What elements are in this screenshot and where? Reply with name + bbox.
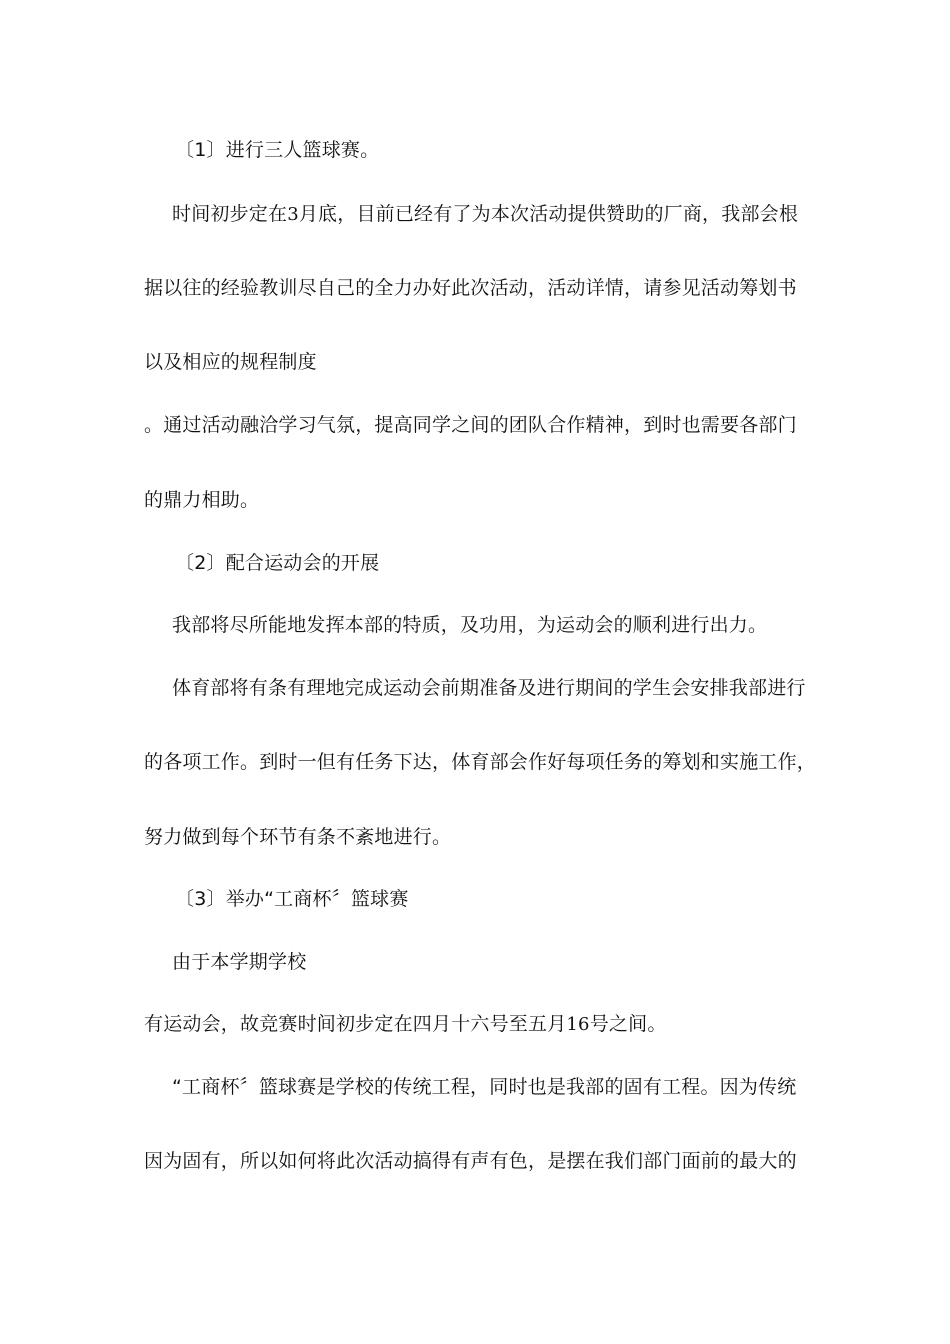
text-segment: 努力做到每个环节有条不紊地进行。 bbox=[144, 826, 452, 848]
paragraph-line bbox=[0, 1148, 950, 1174]
paragraph-line bbox=[0, 1074, 950, 1100]
heading-item-3 bbox=[0, 886, 950, 912]
text-segment: 由于本学期学校 bbox=[172, 951, 307, 973]
heading-text: 〔2〕配合运动会的开展 bbox=[175, 552, 380, 574]
paragraph-line bbox=[0, 1011, 950, 1038]
text-segment: “工商杯〞篮球赛是学校的传统工程，同时也是我部的固有工程。因为传统 bbox=[172, 1076, 797, 1098]
heading-text: 〔3〕举办“工商杯〞篮球赛 bbox=[175, 888, 409, 910]
paragraph-line bbox=[0, 201, 950, 228]
heading-item-2 bbox=[0, 550, 950, 576]
paragraph-line bbox=[0, 275, 950, 301]
text-segment: 号之间。 bbox=[589, 1013, 667, 1035]
paragraph-line bbox=[0, 487, 950, 513]
text-segment: 的各项工作。到时一但有任务下达，体育部会作好每项任务的筹划和实施工作， bbox=[144, 751, 817, 773]
text-segment: 月底，目前已经有了为本次活动提供赞助的厂商，我部会根 bbox=[298, 203, 799, 225]
number-text: 3 bbox=[287, 204, 299, 225]
text-segment: 的鼎力相助。 bbox=[144, 489, 260, 511]
paragraph-line bbox=[0, 412, 950, 438]
text-segment: 以及相应的规程制度 bbox=[144, 351, 317, 373]
paragraph-line bbox=[0, 612, 950, 638]
text-segment: 体育部将有条有理地完成运动会前期准备及进行期间的学生会安排我部进行 bbox=[172, 677, 806, 699]
paragraph-line bbox=[0, 675, 950, 701]
paragraph-line bbox=[0, 949, 950, 975]
text-segment: 。通过活动融洽学习气氛，提高同学之间的团队合作精神，到时也需要各部门 bbox=[144, 414, 797, 436]
text-segment: 据以往的经验教训尽自己的全力办好此次活动，活动详情，请参见活动筹划书 bbox=[144, 277, 797, 299]
paragraph-line bbox=[0, 749, 950, 775]
heading-item-1 bbox=[0, 137, 950, 163]
text-segment: 我部将尽所能地发挥本部的特质，及功用，为运动会的顺利进行出力。 bbox=[172, 614, 768, 636]
text-segment: 有运动会，故竞赛时间初步定在四月十六号至五月 bbox=[144, 1013, 567, 1035]
paragraph-line bbox=[0, 824, 950, 850]
text-segment: 因为固有，所以如何将此次活动搞得有声有色，是摆在我们部门面前的最大的 bbox=[144, 1150, 797, 1172]
text-segment: 时间初步定在 bbox=[172, 203, 288, 225]
number-text: 16 bbox=[566, 1014, 590, 1035]
heading-text: 〔1〕进行三人篮球赛。 bbox=[175, 139, 380, 161]
paragraph-line bbox=[0, 349, 950, 375]
